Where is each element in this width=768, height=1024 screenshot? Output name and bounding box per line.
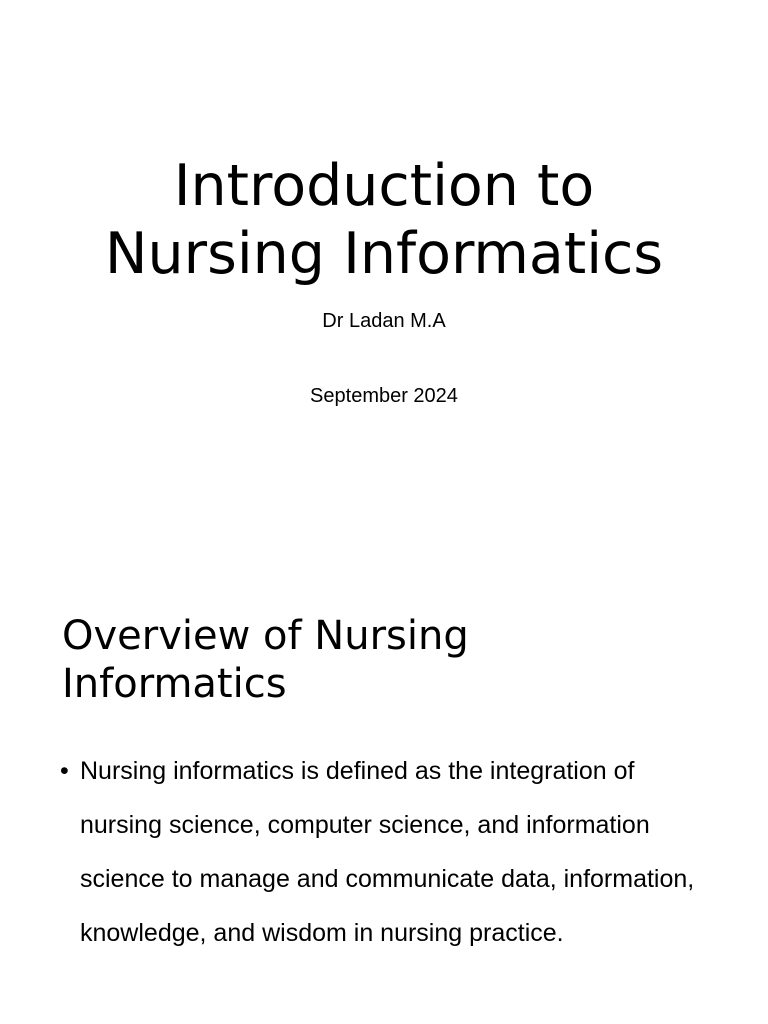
list-item	[62, 744, 712, 960]
slide-title	[40, 152, 728, 288]
overview-slide	[0, 576, 768, 1024]
slide-title-line-1: Introduction to	[173, 153, 595, 219]
section-heading	[62, 612, 728, 708]
section-heading-line-1: Overview of Nursing	[62, 613, 469, 659]
slide-title-line-2: Nursing Informatics	[104, 221, 664, 287]
bullet-list	[62, 744, 712, 960]
author-name: Dr Ladan M.A	[322, 310, 446, 332]
presentation-date: September 2024	[310, 385, 458, 407]
section-heading-line-2: Informatics	[62, 661, 287, 707]
bullet-text: Nursing informatics is defined as the integration of nursing science, computer science, and information science to manage and communicate data, information, knowledge, and wisdom in nursing practice.	[80, 757, 695, 947]
bullet-icon: •	[60, 757, 69, 785]
